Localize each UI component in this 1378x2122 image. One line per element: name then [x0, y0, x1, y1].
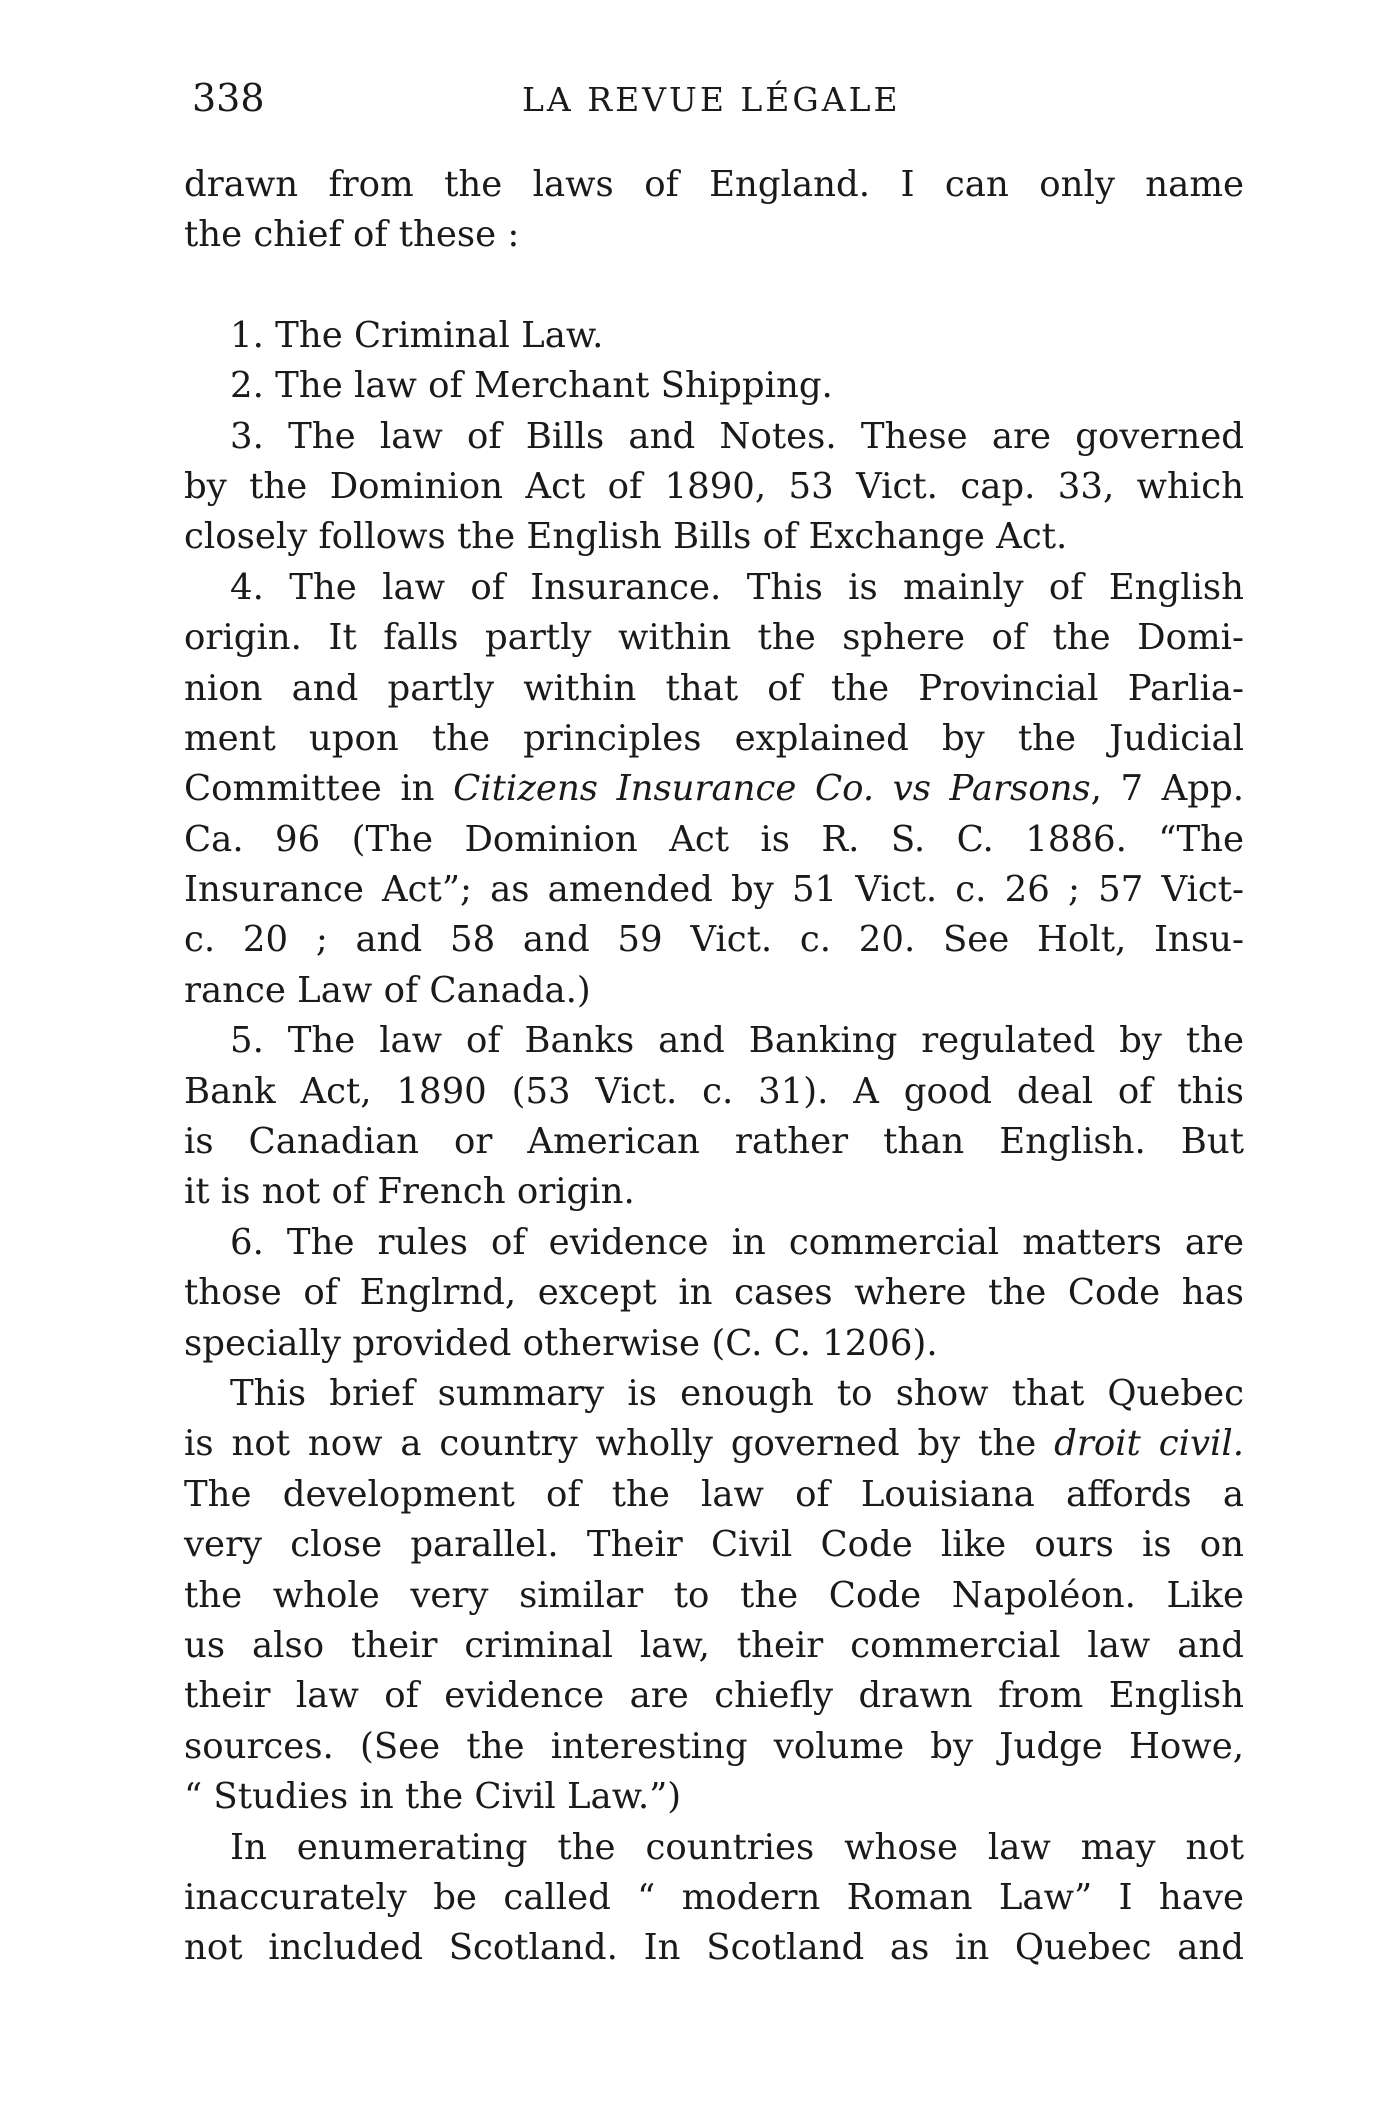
- text-line: Bank Act, 1890 (53 Vict. c. 31). A good deal of this: [184, 1070, 1244, 1112]
- list-item: 3. The law of Bills and Notes. These are governed: [230, 415, 1244, 457]
- list-item: 1. The Criminal Law.: [230, 314, 604, 356]
- paragraph-start: In enumerating the countries whose law may not: [230, 1826, 1244, 1868]
- text-line: rance Law of Canada.): [184, 969, 591, 1011]
- paragraph-gap: [184, 261, 1244, 311]
- text-line: inaccurately be called “ modern Roman Law” I have: [184, 1876, 1244, 1918]
- list-item: 5. The law of Banks and Banking regulated by the: [230, 1020, 1244, 1062]
- text-line: Insurance Act”; as amended by 51 Vict. c. 26 ; 57 Vict-: [184, 869, 1244, 911]
- text-line: the whole very similar to the Code Napoléon. Like: [184, 1574, 1244, 1616]
- text-fragment: , 7 App.: [1090, 768, 1244, 810]
- text-line: ment upon the principles explained by the Judicial: [184, 717, 1244, 759]
- text-line: the chief of these :: [184, 214, 520, 256]
- text-line: closely follows the English Bills of Exchange Act.: [184, 516, 1068, 558]
- text-line: origin. It falls partly within the sphere of the Domi-: [184, 617, 1244, 659]
- text-line: us also their criminal law, their commercial law and: [184, 1624, 1244, 1666]
- text-line: [184, 1419, 1244, 1469]
- text-line: Ca. 96 (The Dominion Act is R. S. C. 1886. “The: [184, 818, 1244, 860]
- text-line: not included Scotland. In Scotland as in Quebec and: [184, 1927, 1244, 1969]
- text-line: nion and partly within that of the Provincial Parlia-: [184, 667, 1244, 709]
- text-line: very close parallel. Their Civil Code like ours is on: [184, 1524, 1244, 1566]
- text-line: specially provided otherwise (C. C. 1206).: [184, 1322, 938, 1364]
- text-line: The development of the law of Louisiana affords a: [184, 1473, 1244, 1515]
- text-line: “ Studies in the Civil Law.”): [184, 1776, 682, 1818]
- text-line: their law of evidence are chiefly drawn from English: [184, 1675, 1244, 1717]
- text-line: sources. (See the interesting volume by Judge Howe,: [184, 1725, 1244, 1767]
- text-fragment: is not now a country wholly governed by the: [184, 1423, 1055, 1465]
- page-header: [192, 76, 1252, 136]
- running-title: LA REVUE LÉGALE: [522, 80, 901, 119]
- paragraph-start: This brief summary is enough to show that Quebec: [230, 1372, 1244, 1414]
- body-text: [184, 160, 1244, 1974]
- case-citation: Citizens Insurance Co. vs Parsons: [453, 768, 1091, 810]
- text-line: by the Dominion Act of 1890, 53 Vict. cap. 33, which: [184, 465, 1244, 507]
- text-line: is Canadian or American rather than English. But: [184, 1121, 1244, 1163]
- text-line: those of Englrnd, except in cases where the Code has: [184, 1272, 1244, 1314]
- text-line: drawn from the laws of England. I can only name: [184, 164, 1244, 205]
- emphasized-term: droit civil.: [1054, 1423, 1244, 1465]
- text-line: c. 20 ; and 58 and 59 Vict. c. 20. See Holt, Insu-: [184, 919, 1244, 961]
- list-item: 4. The law of Insurance. This is mainly of English: [230, 566, 1244, 608]
- text-fragment: Committee in: [184, 768, 454, 810]
- text-line: it is not of French origin.: [184, 1171, 635, 1213]
- list-item: 6. The rules of evidence in commercial matters are: [230, 1221, 1244, 1263]
- page-number: 338: [192, 76, 265, 120]
- list-item: 2. The law of Merchant Shipping.: [230, 365, 833, 407]
- text-line: [184, 764, 1244, 814]
